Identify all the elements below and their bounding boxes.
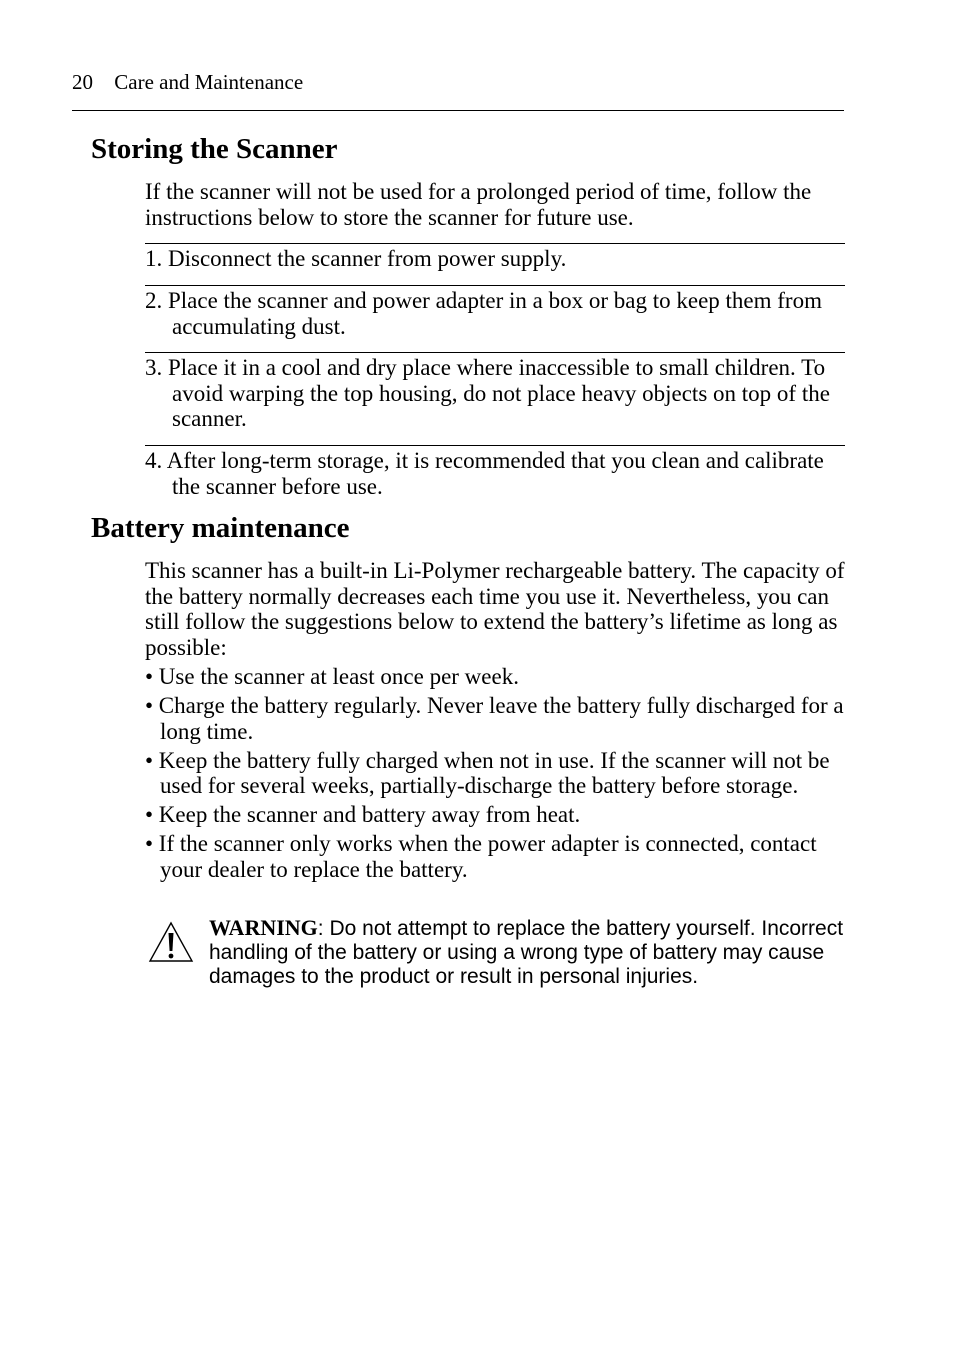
storing-heading: Storing the Scanner xyxy=(91,133,338,165)
storing-step-1: 1. Disconnect the scanner from power supply. xyxy=(145,243,845,272)
list-item: • If the scanner only works when the power adapter is connected, contact your dealer to replace the battery. xyxy=(145,831,817,882)
list-item: • Use the scanner at least once per week. xyxy=(145,664,519,689)
list-item: • Charge the battery regularly. Never leave the battery fully discharged for a long time. xyxy=(145,693,844,744)
battery-heading: Battery maintenance xyxy=(91,512,350,544)
section-title: Care and Maintenance xyxy=(114,70,304,94)
storing-step-2: 2. Place the scanner and power adapter in a box or bag to keep them from accumulating dust. xyxy=(145,285,845,339)
page-header xyxy=(72,68,303,96)
storing-intro: If the scanner will not be used for a prolonged period of time, follow the instructions below to store the scanner for future use. xyxy=(145,179,812,230)
warning-label: WARNING xyxy=(209,915,318,940)
warning-message: : Do not attempt to replace the battery yourself. Incorrect handling of the battery or using a wrong type of battery may cause damages to the product or result in personal injuries. xyxy=(209,917,844,988)
warning-note xyxy=(209,916,849,989)
storing-step-4: 4. After long-term storage, it is recommended that you clean and calibrate the scanner before use. xyxy=(145,445,845,499)
storing-step-3: 3. Place it in a cool and dry place where inaccessible to small children. To avoid warping the top housing, do not place heavy objects on top of the scanner. xyxy=(145,352,845,432)
page-number: 20 xyxy=(72,70,93,94)
list-item: • Keep the scanner and battery away from heat. xyxy=(145,802,581,827)
warning-triangle-icon xyxy=(147,920,195,964)
battery-tips-list xyxy=(145,664,845,886)
list-item: • Keep the battery fully charged when not in use. If the scanner will not be used for several weeks, partially-discharge the battery before storage. xyxy=(145,747,830,798)
battery-intro: This scanner has a built-in Li-Polymer rechargeable battery. The capacity of the battery normally decreases each time you use it. Nevertheless, you can still follow the suggestions below to extend the battery’s lifetime as long as possible: xyxy=(145,558,845,660)
header-divider xyxy=(72,110,844,111)
